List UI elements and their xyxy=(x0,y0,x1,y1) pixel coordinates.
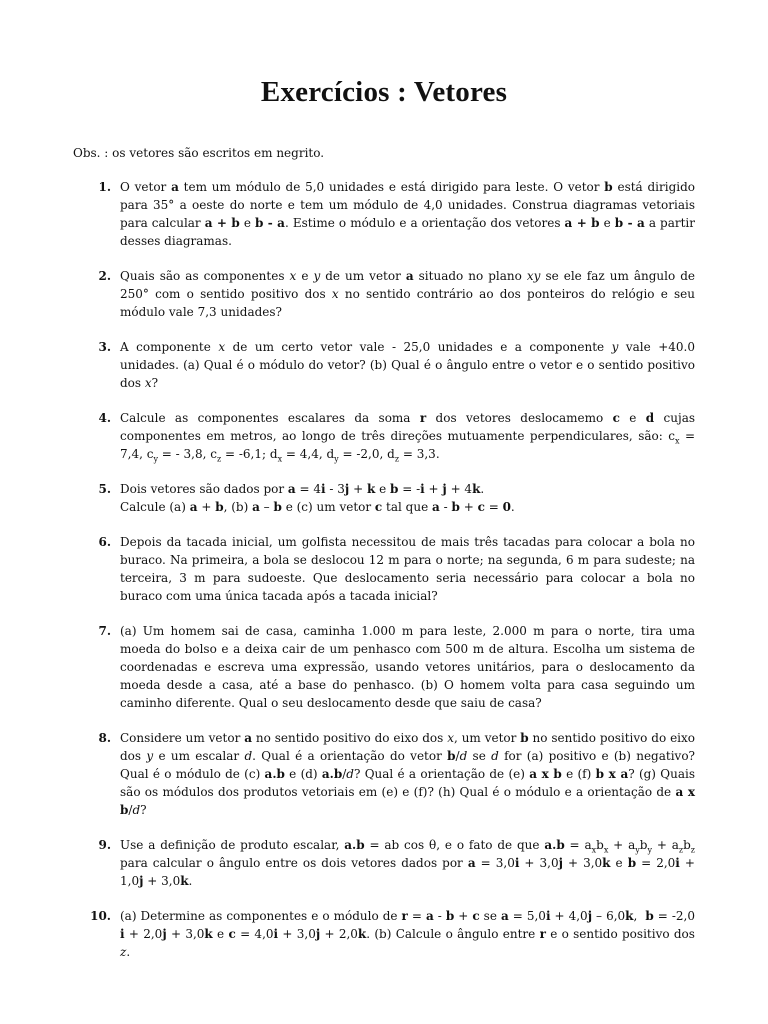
exercise-item xyxy=(0,338,768,392)
exercise-number: 9. xyxy=(98,838,111,852)
exercise-text: Dois vetores são dados por a = 4i - 3j + k e b = -i + j + 4k. Calcule (a) a + b, (b) a – b e (c) um vetor c tal que a - b + c = 0. xyxy=(120,482,515,514)
exercise-item xyxy=(0,533,768,605)
page-title: Exercícios : Vetores xyxy=(260,76,508,108)
exercise-text: Quais são as componentes x e y de um vetor a situado no plano xy se ele faz um ângulo de 250° com o sentido positivo dos x no sentido contrário ao dos ponteiros do relógio e seu módulo vale 7,3 unidades? xyxy=(120,269,696,319)
exercise-item xyxy=(0,267,768,321)
exercise-number: 4. xyxy=(98,411,111,425)
exercise-text: (a) Um homem sai de casa, caminha 1.000 m para leste, 2.000 m para o norte, tira uma moeda do bolso e a deixa cair de um penhasco com 500 m de altura. Escolha um sistema de coordenadas e escreva uma expressão, usando vetores unitários, para o deslocamento da moeda desde a casa, até a base do penhasco. (b) O homem volta para casa seguindo um caminho diferente. Qual o seu deslocamento desde que saiu de casa? xyxy=(120,624,695,710)
obs-note: Obs. : os vetores são escritos em negrito. xyxy=(73,146,325,160)
exercise-number: 6. xyxy=(98,535,111,549)
exercise-text: (a) Determine as componentes e o módulo de r = a - b + c se a = 5,0i + 4,0j – 6,0k, b = -2,0 i + 2,0j + 3,0k e c = 4,0i + 3,0j + 2,0k. (b) Calcule o ângulo entre r e o sentido positivo dos z. xyxy=(120,909,696,959)
exercise-number: 8. xyxy=(98,731,111,745)
exercise-item xyxy=(0,480,768,516)
exercise-item xyxy=(0,622,768,712)
exercise-text: Calcule as componentes escalares da soma r dos vetores deslocamemo c e d cujas componentes em metros, ao longo de três direções mutuamente perpendiculares, são: $c_x = 7,4$, $c_y$ = - 3,8, $c_z = -6,1$; $d_x = 4,4$, $d_y = -2,0$, $d_z = 3,3$. xyxy=(120,411,696,464)
exercise-item xyxy=(0,729,768,819)
exercise-item xyxy=(0,178,768,250)
exercise-item xyxy=(0,836,768,890)
exercise-number: 2. xyxy=(98,269,111,283)
exercise-item xyxy=(0,409,768,463)
exercise-text: O vetor a tem um módulo de 5,0 unidades e está dirigido para leste. O vetor b está dirigido para 35° a oeste do norte e tem um módulo de 4,0 unidades. Construa diagramas vetoriais para calcular a + b e b - a. Estime o módulo e a orientação dos vetores a + b e b - a a partir desses diagramas. xyxy=(120,180,696,248)
exercise-number: 7. xyxy=(98,624,111,638)
exercise-number: 1. xyxy=(98,180,111,194)
exercise-text: Use a definição de produto escalar, a.b = ab cos θ, e o fato de que $a.b = a_xb_x + a_yb_y + a_zb_z$ para calcular o ângulo entre os dois vetores dados por a = 3,0i + 3,0j + 3,0k e b = 2,0i + 1,0j + 3,0k. xyxy=(120,838,696,888)
exercise-text: A componente x de um certo vetor vale - 25,0 unidades e a componente y vale +40.0 unidades. (a) Qual é o módulo do vetor? (b) Qual é o ângulo entre o vetor e o sentido positivo dos x? xyxy=(120,340,695,390)
exercise-number: 10. xyxy=(90,909,111,923)
exercise-number: 5. xyxy=(98,482,111,496)
exercise-text: Considere um vetor a no sentido positivo do eixo dos x, um vetor b no sentido positivo do eixo dos y e um escalar d. Qual é a orientação do vetor b/d se d for (a) positivo e (b) negativo? Qual é o módulo de (c) a.b e (d) a.b/d? Qual é a orientação de (e) a x b e (f) b x a? (g) Quais são os módulos dos produtos vetoriais em (e) e (f)? (h) Qual é o módulo e a orientação de a x b/d? xyxy=(120,731,696,817)
exercise-text: Depois da tacada inicial, um golfista necessitou de mais três tacadas para colocar a bola no buraco. Na primeira, a bola se deslocou 12 m para o norte; na segunda, 6 m para sudeste; na terceira, 3 m para sudoeste. Que deslocamento seria necessário para colocar a bola no buraco com uma única tacada após a tacada inicial? xyxy=(120,535,695,603)
exercise-list xyxy=(0,178,768,978)
exercise-item xyxy=(0,907,768,961)
exercise-number: 3. xyxy=(98,340,111,354)
